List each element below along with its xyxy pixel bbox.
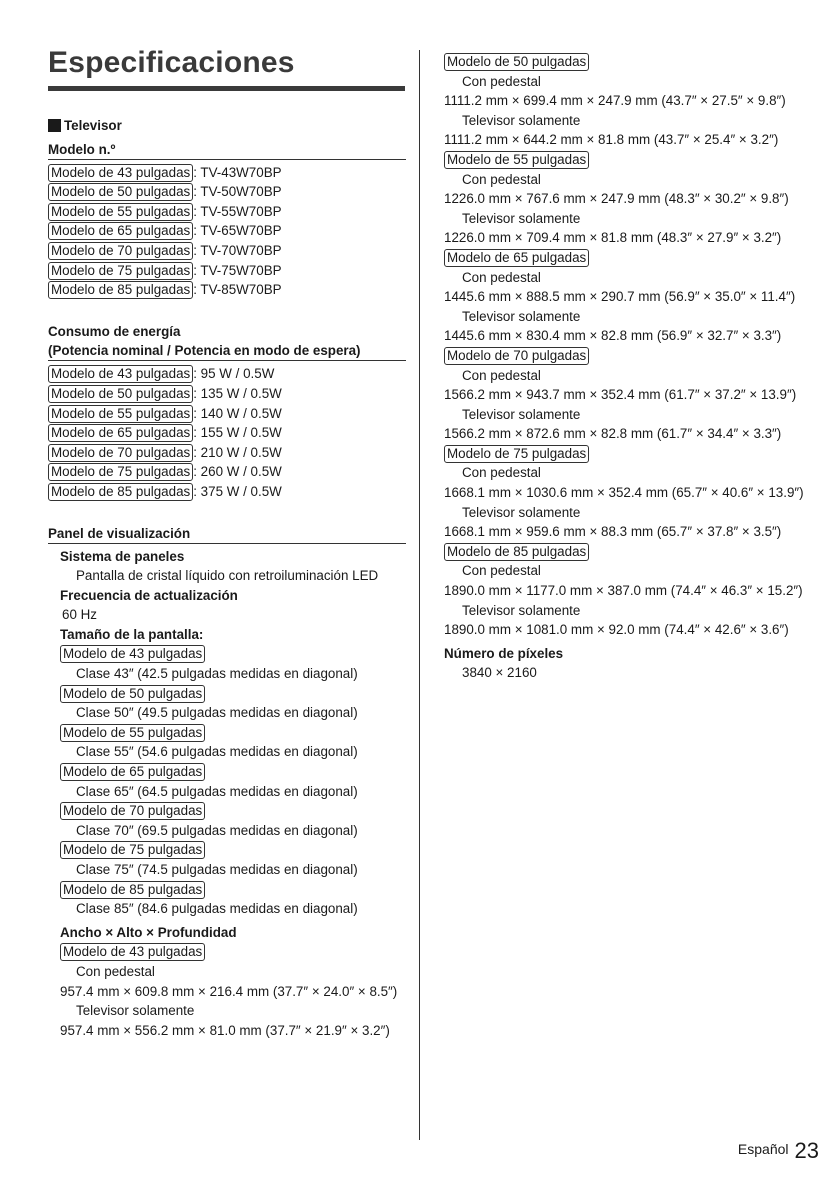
list-item: Modelo de 55 pulgadas : TV-55W70BP xyxy=(48,202,406,222)
dimensions-value: 1445.6 mm × 830.4 mm × 82.8 mm (56.9″ × 32.7″ × 3.3″) xyxy=(444,328,782,344)
model-no-list xyxy=(48,163,406,300)
list-item: Modelo de 50 pulgadas : 135 W / 0.5W xyxy=(48,384,406,404)
list-item: Modelo de 85 pulgadas : TV-85W70BP xyxy=(48,280,406,300)
tv-only-label: Televisor solamente xyxy=(462,308,581,324)
panel-system-label: Sistema de paneles xyxy=(60,548,185,564)
footer-language: Español xyxy=(737,1141,789,1157)
dimensions-value: 1111.2 mm × 644.2 mm × 81.8 mm (43.7″ × 25.4″ × 3.2″) xyxy=(444,132,779,148)
with-stand-label: Con pedestal xyxy=(76,963,155,979)
tv-only-label: Televisor solamente xyxy=(462,602,581,618)
list-item: Modelo de 85 pulgadas xyxy=(48,880,406,900)
with-stand-label: Con pedestal xyxy=(462,563,541,579)
dimensions-value: 1668.1 mm × 1030.6 mm × 352.4 mm (65.7″ × 40.6″ × 13.9″) xyxy=(444,485,804,501)
dimensions-model-65: Modelo de 65 pulgadas xyxy=(444,248,824,268)
list-item: Modelo de 55 pulgadas : 140 W / 0.5W xyxy=(48,404,406,424)
list-item: Modelo de 43 pulgadas : TV-43W70BP xyxy=(48,163,406,183)
list-item: Clase 70″ (69.5 pulgadas medidas en diagonal) xyxy=(76,822,358,838)
list-item: Modelo de 50 pulgadas xyxy=(48,684,406,704)
list-item: Clase 85″ (84.6 pulgadas medidas en diagonal) xyxy=(76,901,358,917)
tv-only-label: Televisor solamente xyxy=(462,406,581,422)
screen-size-list xyxy=(48,644,406,918)
pixels-label: Número de píxeles xyxy=(444,645,564,661)
list-item: Clase 75″ (74.5 pulgadas medidas en diagonal) xyxy=(76,862,358,877)
dimensions-value: 1226.0 mm × 709.4 mm × 81.8 mm (48.3″ × 27.9″ × 3.2″) xyxy=(444,230,782,246)
list-item: Clase 50″ (49.5 pulgadas medidas en diagonal) xyxy=(76,705,358,721)
dimensions-value: 1111.2 mm × 699.4 mm × 247.9 mm (43.7″ × 27.5″ × 9.8″) xyxy=(444,93,786,109)
with-stand-label: Con pedestal xyxy=(462,269,541,285)
power-list xyxy=(48,364,406,501)
dimensions-value: 957.4 mm × 556.2 mm × 81.0 mm (37.7″ × 21.9″ × 3.2″) xyxy=(60,1022,390,1038)
title-rule xyxy=(48,86,405,91)
dimensions-value: 1445.6 mm × 888.5 mm × 290.7 mm (56.9″ × 35.0″ × 11.4″) xyxy=(444,289,796,305)
dimensions-model-43: Modelo de 43 pulgadas xyxy=(48,942,406,962)
list-item: Clase 55″ (54.6 pulgadas medidas en diagonal) xyxy=(76,744,358,760)
page-title: Especificaciones xyxy=(48,46,295,79)
list-item: Modelo de 65 pulgadas : 155 W / 0.5W xyxy=(48,423,406,443)
right-column xyxy=(444,52,824,683)
dimensions-label: Ancho × Alto × Profundidad xyxy=(60,924,237,940)
dimensions-model-70: Modelo de 70 pulgadas xyxy=(444,346,824,366)
list-item: Modelo de 55 pulgadas xyxy=(48,723,406,743)
dimensions-value: 1890.0 mm × 1177.0 mm × 387.0 mm (74.4″ × 46.3″ × 15.2″) xyxy=(444,583,803,599)
list-item: Modelo de 65 pulgadas : TV-65W70BP xyxy=(48,221,406,241)
tv-only-label: Televisor solamente xyxy=(462,210,581,226)
panel-header: Panel de visualización xyxy=(48,524,406,544)
list-item: Modelo de 70 pulgadas : 210 W / 0.5W xyxy=(48,443,406,463)
dimensions-value: 1226.0 mm × 767.6 mm × 247.9 mm (48.3″ × 30.2″ × 9.8″) xyxy=(444,191,789,207)
power-header: (Potencia nominal / Potencia en modo de espera) xyxy=(48,341,406,361)
dimensions-value: 957.4 mm × 609.8 mm × 216.4 mm (37.7″ × 24.0″ × 8.5″) xyxy=(60,983,398,999)
column-divider xyxy=(419,50,420,1140)
left-column xyxy=(48,116,406,1040)
list-item: Modelo de 50 pulgadas : TV-50W70BP xyxy=(48,182,406,202)
with-stand-label: Con pedestal xyxy=(462,367,541,383)
model-no-header: Modelo n.º xyxy=(48,140,406,160)
list-item: Modelo de 65 pulgadas xyxy=(48,762,406,782)
dimensions-model-75: Modelo de 75 pulgadas xyxy=(444,444,824,464)
list-item: Modelo de 70 pulgadas xyxy=(48,801,406,821)
with-stand-label: Con pedestal xyxy=(462,171,541,187)
with-stand-label: Con pedestal xyxy=(462,465,541,481)
refresh-label: Frecuencia de actualización xyxy=(60,587,238,603)
dimensions-model-55: Modelo de 55 pulgadas xyxy=(444,150,824,170)
list-item: Modelo de 43 pulgadas xyxy=(48,644,406,664)
square-bullet-icon xyxy=(48,119,61,132)
list-item: Modelo de 70 pulgadas : TV-70W70BP xyxy=(48,241,406,261)
dimensions-model-85: Modelo de 85 pulgadas xyxy=(444,542,824,562)
list-item: Modelo de 75 pulgadas : 260 W / 0.5W xyxy=(48,462,406,482)
panel-system-value: Pantalla de cristal líquido con retroiluminación LED xyxy=(76,568,379,584)
dimensions-value: 1890.0 mm × 1081.0 mm × 92.0 mm (74.4″ × 42.6″ × 3.6″) xyxy=(444,622,789,638)
page-footer xyxy=(738,1138,819,1164)
list-item: Modelo de 43 pulgadas : 95 W / 0.5W xyxy=(48,364,406,384)
dimensions-model-50: Modelo de 50 pulgadas xyxy=(444,52,824,72)
with-stand-label: Con pedestal xyxy=(462,73,541,89)
pixels-value: 3840 × 2160 xyxy=(462,665,537,681)
power-title: Consumo de energía xyxy=(48,323,181,339)
refresh-value: 60 Hz xyxy=(62,607,97,623)
page-number: 23 xyxy=(794,1138,819,1163)
dimensions-value: 1668.1 mm × 959.6 mm × 88.3 mm (65.7″ × 37.8″ × 3.5″) xyxy=(444,524,782,540)
list-item: Clase 43″ (42.5 pulgadas medidas en diagonal) xyxy=(76,666,358,682)
dimensions-value: 1566.2 mm × 872.6 mm × 82.8 mm (61.7″ × 34.4″ × 3.3″) xyxy=(444,426,782,442)
list-item: Clase 65″ (64.5 pulgadas medidas en diagonal) xyxy=(76,783,358,799)
list-item: Modelo de 85 pulgadas : 375 W / 0.5W xyxy=(48,482,406,502)
tv-only-label: Televisor solamente xyxy=(76,1003,195,1019)
list-item: Modelo de 75 pulgadas : TV-75W70BP xyxy=(48,261,406,281)
tv-only-label: Televisor solamente xyxy=(462,504,581,520)
tv-only-label: Televisor solamente xyxy=(462,112,581,128)
tv-section-heading: Televisor xyxy=(48,116,406,136)
screen-size-label: Tamaño de la pantalla: xyxy=(60,626,204,642)
list-item: Modelo de 75 pulgadas xyxy=(48,840,406,860)
dimensions-value: 1566.2 mm × 943.7 mm × 352.4 mm (61.7″ × 37.2″ × 13.9″) xyxy=(444,387,797,403)
